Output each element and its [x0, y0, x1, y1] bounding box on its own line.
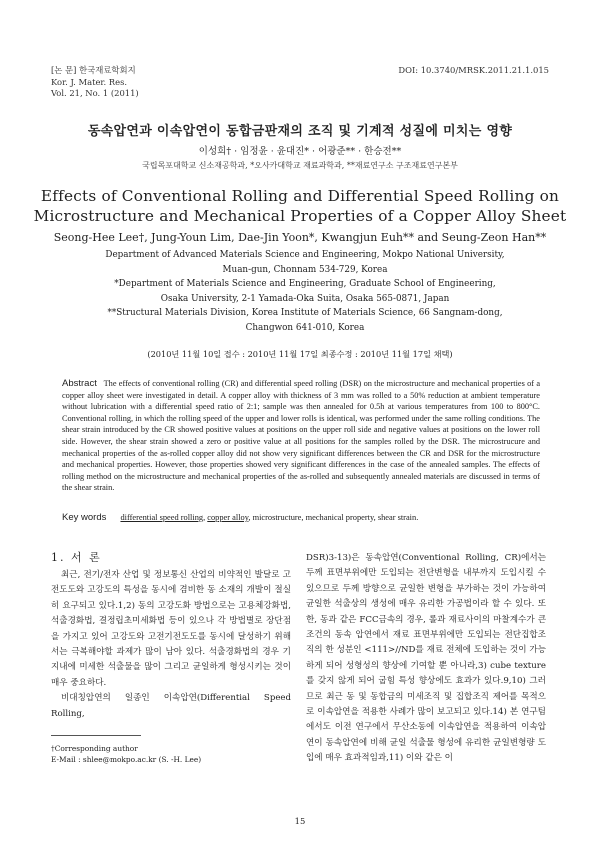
keywords [62, 512, 540, 523]
journal-volume: Vol. 21, No. 1 (2011) [51, 88, 139, 98]
left-column [51, 568, 291, 722]
body-paragraph: 비대칭압연의 일종인 이속압연(Differential Speed Rolling, [51, 693, 291, 719]
title-english-line-2: Microstructure and Mechanical Properties of a Copper Alloy Sheet [33, 207, 567, 225]
keywords-rest: , microstructure, mechanical property, shear strain. [248, 513, 419, 522]
abstract-text: The effects of conventional rolling (CR) and differential speed rolling (DSR) on the microstructure and mechanical properties of a copper alloy sheet were investigated in detail. A copper alloy with thickness of 3 mm was rolled to a 50% reduction at ambient temperature without lubrication with a differential speed ratio of 2:1; sample was then annealed for 0.5h at various temperatures from 100 to 800°C. Conventional rolling, in which the rolling speed of the upper and lower rolls is identical, was performed under the same rolling conditions. The shear strain introduced by the CR showed positive values at positions on the upper roll side and negative values at positions on the lower roll side. However, the shear strain showed a zero or positive value at all positions for the samples rolled by the DSR. The microstrucure and mechanical properties of the as-rolled copper alloy did not show very significant differences between the CR and DSR for the microstructure and mechanical properties. However, those properties showed very significant differences in the case of the annealed samples. The effects of rolling method on the microstructure and mechanical properties of the as-rolled and subsequently annealed materials are discussed in terms of the shear strain. [62, 379, 541, 493]
body-paragraph: 최근, 전기/전자 산업 및 정보통신 산업의 비약적인 발달로 고전도도와 고강도의 특성을 동시에 겸비한 동 소재의 개발이 절실히 요구되고 있다.1,2) 동의 고강도화 방법으로는 고용체강화법, 석출경화법, 결정립초미세화법 등이 있으나 각 방법별로 장단점을 가지고 있어 고강도와 고전기전도도를 동시에 달성하기 위해서는 극복해야할 과제가 많이 남아 있다. 석출경화법의 경우 기지내에 미세한 석출물을 많이 그리고 균일하게 형성시키는 것이 매우 중요하다. [51, 570, 291, 688]
page-number: 15 [294, 816, 306, 826]
journal-name-en: Kor. J. Mater. Res. [51, 76, 128, 87]
title-english-line-1: Effects of Conventional Rolling and Differential Speed Rolling on [40, 187, 560, 205]
body-paragraph: DSR)3-13)은 동속압연(Conventional Rolling, CR)에서는 두께 표면부위에만 도입되는 전단변형을 내부까지 도입시킬 수 있으므로 두께 방향으로 균일한 변형을 부가하는 것이 가능하여 균일한 석출상의 생성에 매우 유리한 가공법이라 할 수 있다. 또한, 동과 같은 FCC금속의 경우, 롤과 재료사이의 마찰계수가 큰 조건의 동속 압연에서 재료 표면부위에만 도입되는 전단집합조직의 한 성분인 <111>//ND를 재료 전체에 도입하는 것이 가능하게 되어 성형성의 향상에 기여할 뿐 아니라,3) cube texture를 갖지 않게 되어 굽힘 특성 향상에도 효과가 있다.9,10) 그러므로 최근 동 및 동합금의 미세조직 및 집합조직 제어를 목적으로 이속압연을 적용한 사례가 많이 보고되고 있다.14) 본 연구팀에서도 이전 연구에서 무산소동에 이속압연을 적용하여 이속압연이 동속압연에 비해 균일 석출물 형성에 유리한 균일변형량 도입에 매우 효과적임과,11) 이와 같은 이 [306, 553, 546, 764]
journal-header [51, 65, 139, 100]
doi: DOI: 10.3740/MRSK.2011.21.1.015 [398, 65, 549, 75]
abstract-label: Abstract [62, 378, 97, 389]
affiliation-line: *Department of Materials Science and Engineering, Graduate School of Engineering, [114, 279, 496, 290]
corresponding-author-email: E-Mail : shlee@mokpo.ac.kr (S. -H. Lee) [51, 754, 202, 764]
keyword-separator: , [203, 513, 208, 522]
footnote-divider [51, 735, 141, 736]
title-english [20, 186, 580, 226]
title-korean: 동속압연과 이속압연이 동합금판재의 조직 및 기계적 성질에 미치는 영향 [87, 124, 513, 139]
affiliation-line: Osaka University, 2-1 Yamada-Oka Suita, Osaka 565-0871, Japan [160, 293, 450, 304]
right-column [306, 551, 546, 767]
authors-korean: 이성희† · 임정윤 · 윤대진* · 어광준** · 한승전** [198, 146, 402, 157]
affiliation-line: Department of Advanced Materials Science and Engineering, Mokpo National University, [105, 250, 505, 260]
received-dates: (2010년 11월 10일 접수 : 2010년 11월 17일 최종수정 : 2010년 11월 17일 채택) [147, 349, 453, 359]
abstract [62, 378, 540, 494]
affiliations-korean: 국립목포대학교 신소재공학과, *오사카대학교 재료과학과, **재료연구소 구조재료연구본부 [142, 161, 458, 170]
affiliation-line: **Structural Materials Division, Korea Institute of Materials Science, 66 Sangnam-dong, [107, 308, 503, 319]
footnote [51, 744, 201, 765]
journal-name-ko: [논 문] 한국재료학회지 [51, 65, 136, 75]
affiliations-english [80, 248, 530, 336]
keyword-link[interactable]: differential speed rolling [120, 513, 204, 522]
corresponding-author-note: †Corresponding author [51, 744, 138, 753]
affiliation-line: Changwon 641-010, Korea [245, 322, 365, 333]
keywords-label: Key words [62, 512, 107, 523]
section-heading: 1. 서 론 [51, 551, 102, 564]
authors-english: Seong-Hee Lee†, Jung-Youn Lim, Dae-Jin Yoon*, Kwangjun Euh** and Seung-Zeon Han** [53, 231, 547, 244]
affiliation-line: Muan-gun, Chonnam 534-729, Korea [222, 264, 388, 275]
keyword-link[interactable]: copper alloy [207, 513, 249, 522]
